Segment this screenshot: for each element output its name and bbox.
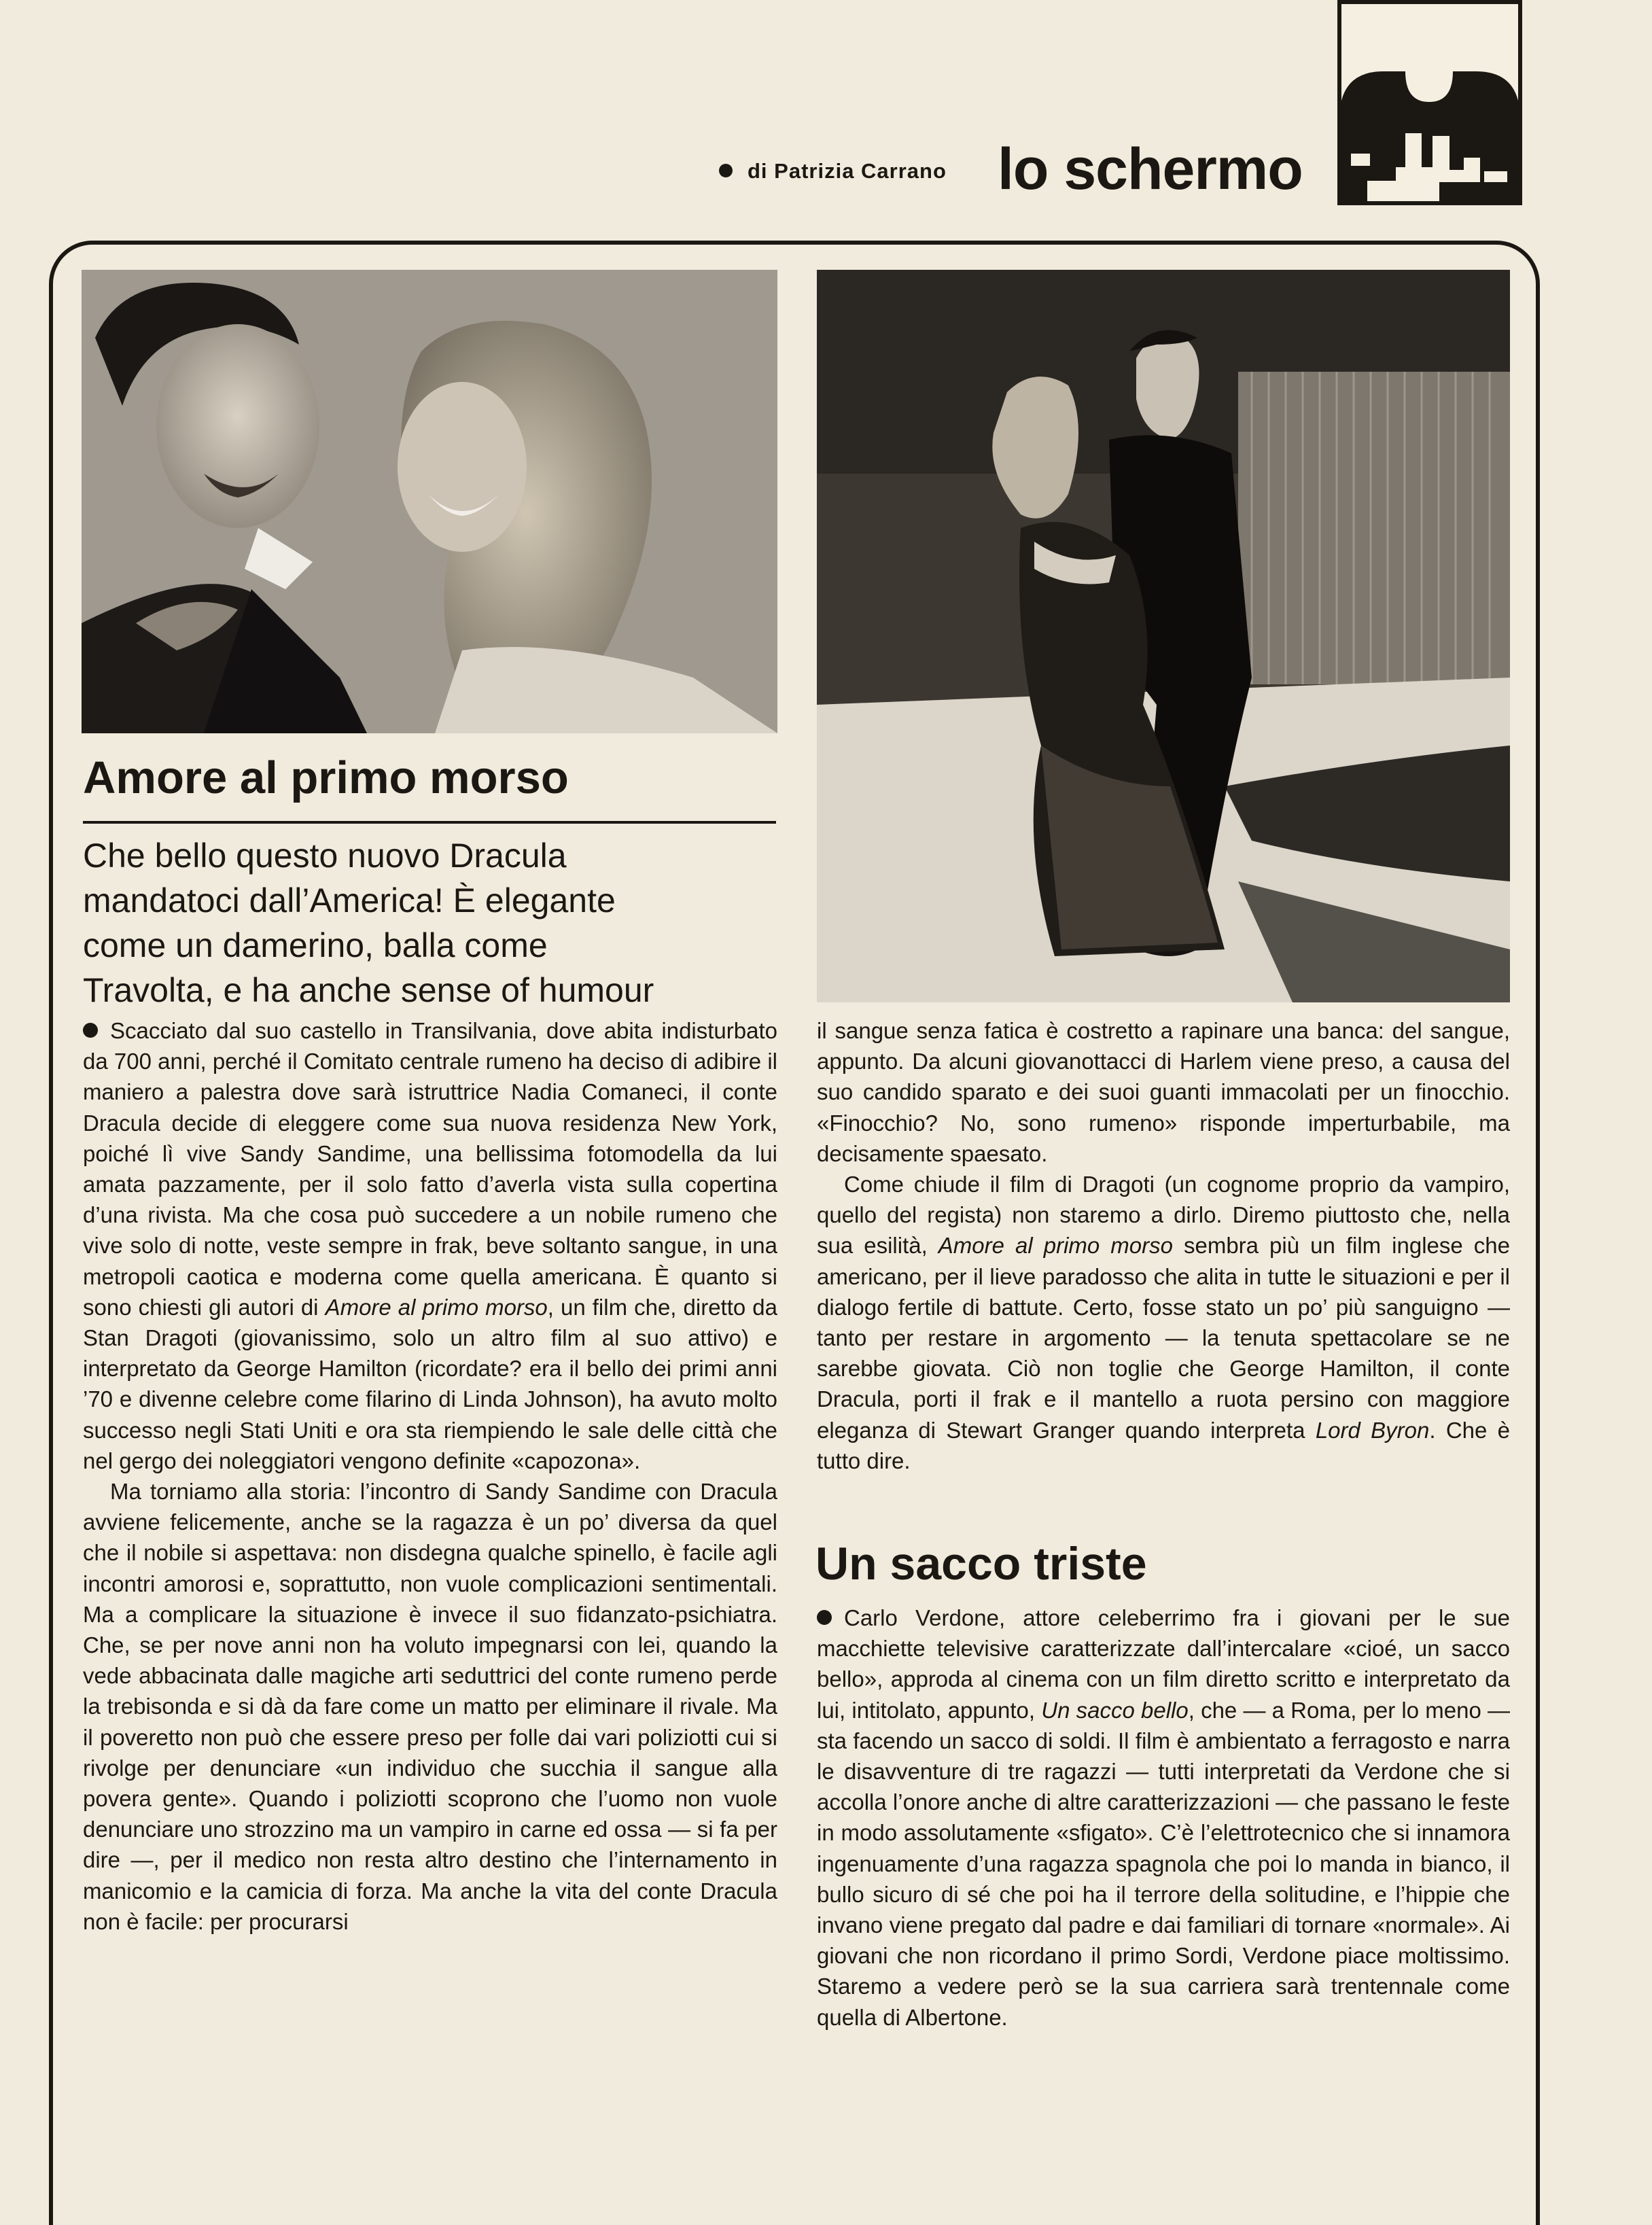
paragraph: Carlo Verdone, attore celeberrimo fra i giovani per le sue macchiette televisive caratterizzate dall’intercalare «cioé, un sacco bello», approda al cinema con un film diretto scritto e interpretato da lui, intitolato, appunto, Un sacco bello, che — a Roma, per lo meno — sta facendo un sacco di soldi. Il film è ambientato a ferragosto e narra le disavventure di tre ragazzi — tutti interpretati da Verdone che si accolla l’onore anche di altre caratterizzazioni — che passano le feste in modo assolutamente «sfigato». C’è l’elettrotecnico che si innamora ingenuamente d’una ragazza spagnola che poi lo manda in bianco, il bullo sicuro di sé che poi ha il terrore della solitudine, e l’hippie che invano viene pregato dal padre e dai familiari di tornare «normale». Ai giovani che non ricordano il primo Sordi, Verdone piace moltissimo. Staremo a vedere però se la sua carriera sarà trentennale come quella di Albertone. <box>817 1605 1511 2030</box>
article-column-3 <box>817 1602 1510 2033</box>
photo-dracula-embrace <box>82 270 777 733</box>
paragraph: Come chiude il film di Dragoti (un cognome proprio da vampiro, quello del regista) non staremo a dirlo. Diremo piuttosto che, nella sua esilità, Amore al primo morso sembra più un film inglese che americano, per il lieve paradosso che alita in tutte le situazioni e per il dialogo fertile di battute. Certo, fosse stato un po’ più sanguigno — tanto per restare in argomento — la tenuta spettacolare se ne sarebbe giovata. Ciò non toglie che George Hamilton, il conte Dracula, porti il frak e il mantello a ruota persino con maggiore eleganza di Stewart Granger quando interpreta Lord Byron. Che è tutto dire. <box>817 1172 1510 1473</box>
bullet-icon <box>719 164 733 177</box>
article-title: Un sacco triste <box>815 1538 1147 1590</box>
article-lead <box>83 833 783 1013</box>
article-title: Amore al primo morso <box>83 752 569 803</box>
byline: di Patrizia Carrano <box>719 159 947 183</box>
bullet-icon <box>83 1023 98 1038</box>
bullet-icon <box>817 1610 832 1625</box>
cinema-seats-logo-icon <box>1337 0 1522 205</box>
article-column-2 <box>817 1015 1510 1476</box>
section-title: lo schermo <box>998 137 1303 202</box>
photo-dracula-dance <box>817 270 1510 1002</box>
paragraph: il sangue senza fatica è costretto a rapinare una banca: del sangue, appunto. Da alcuni giovanottacci di Harlem viene preso, a causa del suo candido sparato e dei suoi guanti immacolati per un finocchio. «Finocchio? No, sono rumeno» risponde imperturbabile, ma decisamente spaesato. <box>817 1018 1510 1166</box>
lead-line: Travolta, e ha anche sense of humour <box>83 971 654 1009</box>
paragraph: Scacciato dal suo castello in Transilvania, dove abita indisturbato da 700 anni, perché il Comitato centrale rumeno ha deciso di adibire il maniero a palestra dove sarà istruttrice Nadia Comaneci, il conte Dracula decide di eleggere come sua nuova residenza New York, poiché lì vive Sandy Sandime, una bellissima fotomodella da lui amata pazzamente, per il solo fatto d’averla vista sulla copertina d’una rivista. Ma che cosa può succedere a un nobile rumeno che vive solo di notte, veste sempre in frak, beve soltanto sangue, in una metropoli caotica e moderna come quella americana. È quanto si sono chiesti gli autori di Amore al primo morso, un film che, diretto da Stan Dragoti (giovanissimo, solo un altro film al suo attivo) e interpretato da George Hamilton (ricordate? era il bello dei primi anni ’70 e divenne celebre come filarino di Linda Johnson), ha avuto molto successo negli Stati Uniti e ora sta riempiendo le sale delle città che nel gergo dei noleggiatori vengono definite «capozona». <box>83 1018 777 1473</box>
lead-line: Che bello questo nuovo Dracula <box>83 837 567 875</box>
paragraph: Ma torniamo alla storia: l’incontro di Sandy Sandime con Dracula avviene felicemente, anche se la ragazza è un po’ diversa da quel che il nobile si aspettava: non disdegna qualche spinello, è facile agli incontri amorosi e, soprattutto, non vuole complicazioni sentimentali. Ma a complicare la situazione è invece il suo fidanzato-psichiatra. Che, se per nove anni non ha voluto impegnarsi con lei, quando la vede abbacinata dalle magiche arti seduttrici del conte rumeno perde la trebisonda e si dà da fare come un matto per eliminare il rivale. Ma il poveretto non può che essere preso per folle dai vari poliziotti cui si rivolge per denunciare «un individuo che succhia il sangue alla povera gente». Quando i poliziotti scoprono che l’uomo non vuole denunciare uno strozzino ma un vampiro in carne ed ossa — si fa per dire —, per il medico non resta altro destino che l’internamento in manicomio e la camicia di forza. Ma anche la vita del conte Dracula non è facile: per procurarsi <box>83 1479 777 1934</box>
lead-line: mandatoci dall’America! È elegante <box>83 881 616 919</box>
article-column-1 <box>83 1015 777 1937</box>
title-rule <box>83 821 776 824</box>
lead-line: come un damerino, balla come <box>83 926 548 964</box>
